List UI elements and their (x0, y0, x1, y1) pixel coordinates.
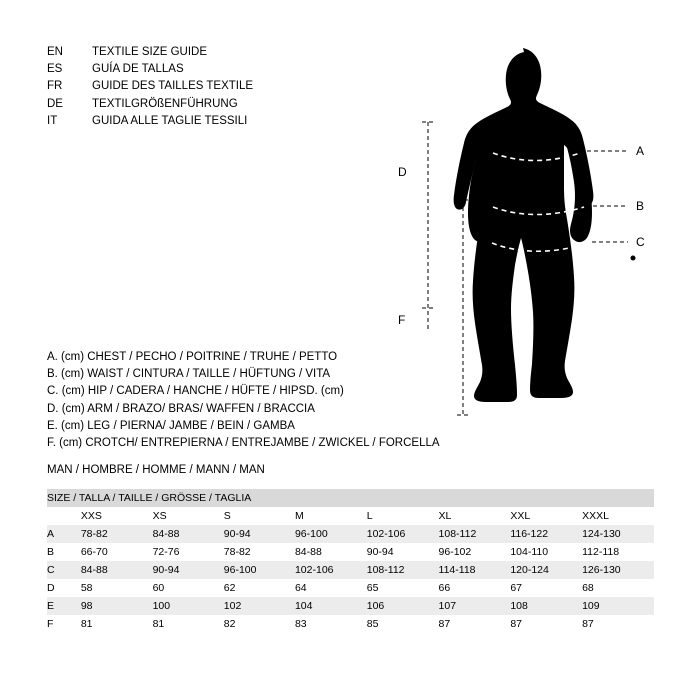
language-title: GUÍA DE TALLAS (92, 63, 184, 76)
legend-item: C. (cm) HIP / CADERA / HANCHE / HÜFTE / HIPSD. (cm) (47, 385, 344, 398)
table-column-row (47, 507, 654, 525)
legend-item: B. (cm) WAIST / CINTURA / TAILLE / HÜFTUNG / VITA (47, 368, 331, 381)
table-row (47, 579, 654, 597)
cell: 84-88 (294, 543, 366, 561)
language-row (47, 44, 253, 61)
label-c: C (636, 235, 645, 249)
cell: 96-100 (294, 525, 366, 543)
cell: 120-124 (509, 561, 581, 579)
cell: 85 (366, 615, 438, 633)
table-row (47, 597, 654, 615)
cell: 66-70 (80, 543, 152, 561)
legend-item: E. (cm) LEG / PIERNA/ JAMBE / BEIN / GAMBA (47, 419, 295, 432)
cell: 65 (366, 579, 438, 597)
cell: 78-82 (223, 543, 294, 561)
column-header: XXXL (581, 507, 654, 525)
language-code: FR (47, 80, 63, 93)
cell: 84-88 (80, 561, 152, 579)
cell: 102-106 (294, 561, 366, 579)
language-code: ES (47, 63, 63, 76)
cell: 58 (80, 579, 152, 597)
column-header: XXS (80, 507, 152, 525)
cell: 126-130 (581, 561, 654, 579)
language-row (47, 61, 253, 78)
cell: 84-88 (152, 525, 223, 543)
table-row (47, 543, 654, 561)
table-header-row (47, 489, 654, 507)
cell: 68 (581, 579, 654, 597)
language-title: TEXTILE SIZE GUIDE (92, 46, 208, 58)
cell: 60 (152, 579, 223, 597)
cell: 116-122 (509, 525, 581, 543)
column-header: XS (152, 507, 223, 525)
cell: 104-110 (509, 543, 581, 561)
language-title-block (47, 44, 253, 130)
cell: 108-112 (366, 561, 438, 579)
cell: 104 (294, 597, 366, 615)
column-header: L (366, 507, 438, 525)
cell: 64 (294, 579, 366, 597)
cell: 107 (438, 597, 510, 615)
cell: 102 (223, 597, 294, 615)
language-code: DE (47, 97, 63, 110)
column-header: M (294, 507, 366, 525)
cell: 66 (438, 579, 510, 597)
cell: 82 (223, 615, 294, 633)
cell: 96-100 (223, 561, 294, 579)
language-code: IT (47, 114, 58, 127)
cell: 108-112 (438, 525, 510, 543)
column-header: S (223, 507, 294, 525)
size-table (47, 489, 654, 633)
column-header: XXL (509, 507, 581, 525)
column-header: XL (438, 507, 510, 525)
measurement-legend (47, 349, 440, 452)
label-f: F (398, 313, 406, 327)
hand-marker (631, 256, 636, 261)
row-label: C (47, 561, 80, 579)
table-row (47, 615, 654, 633)
language-title: TEXTILGRÖßENFÜHRUNG (92, 97, 238, 110)
language-title: GUIDE DES TAILLES TEXTILE (92, 80, 254, 93)
row-label: A (47, 525, 80, 543)
cell: 83 (294, 615, 366, 633)
cell: 87 (581, 615, 654, 633)
cell: 90-94 (223, 525, 294, 543)
label-d: D (398, 165, 407, 179)
language-row (47, 78, 253, 95)
row-label: F (47, 615, 80, 633)
cell: 87 (509, 615, 581, 633)
cell: 67 (509, 579, 581, 597)
label-e: E (473, 293, 482, 307)
language-code: EN (47, 46, 63, 58)
row-label: B (47, 543, 80, 561)
cell: 72-76 (152, 543, 223, 561)
legend-item: D. (cm) ARM / BRAZO/ BRAS/ WAFFEN / BRACCIA (47, 402, 315, 415)
language-row (47, 113, 253, 130)
table-row (47, 525, 654, 543)
cell: 90-94 (152, 561, 223, 579)
cell: 90-94 (366, 543, 438, 561)
cell: 106 (366, 597, 438, 615)
language-row (47, 96, 253, 113)
table-row (47, 561, 654, 579)
cell: 108 (509, 597, 581, 615)
cell: 114-118 (438, 561, 510, 579)
cell: 109 (581, 597, 654, 615)
cell: 78-82 (80, 525, 152, 543)
language-title: GUIDA ALLE TAGLIE TESSILI (92, 114, 248, 127)
leg-dimension-bracket (457, 200, 469, 415)
size-table-wrapper (47, 489, 654, 633)
cell: 81 (152, 615, 223, 633)
cell: 100 (152, 597, 223, 615)
man-silhouette-icon (454, 48, 594, 402)
cell: 102-106 (366, 525, 438, 543)
row-label: D (47, 579, 80, 597)
legend-item: A. (cm) CHEST / PECHO / POITRINE / TRUHE / PETTO (47, 351, 338, 363)
cell: 81 (80, 615, 152, 633)
label-b: B (636, 199, 645, 213)
legend-item: F. (cm) CROTCH/ ENTREPIERNA / ENTREJAMBE / ZWICKEL / FORCELLA (47, 437, 440, 450)
cell: 124-130 (581, 525, 654, 543)
cell: 98 (80, 597, 152, 615)
cell: 112-118 (581, 543, 654, 561)
column-corner (47, 507, 80, 525)
row-label: E (47, 597, 80, 615)
gender-label: MAN / HOMBRE / HOMME / MANN / MAN (47, 464, 265, 476)
cell: 87 (438, 615, 510, 633)
table-header-label: SIZE / TALLA / TAILLE / GRÖSSE / TAGLIA (47, 489, 654, 507)
cell: 62 (223, 579, 294, 597)
cell: 96-102 (438, 543, 510, 561)
label-a: A (636, 144, 645, 158)
